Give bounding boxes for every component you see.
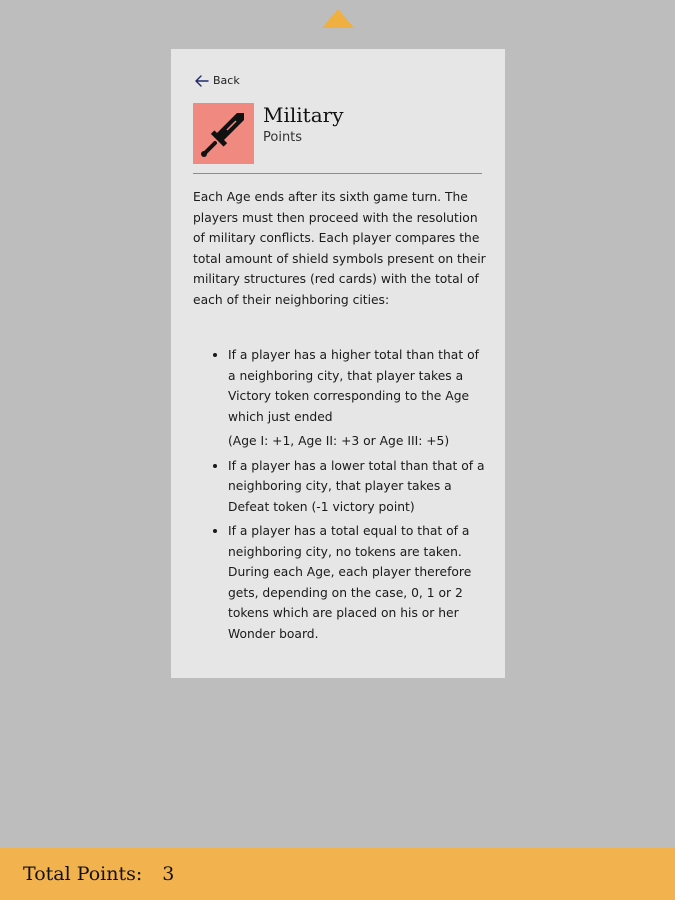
rules-list	[209, 345, 489, 644]
total-points-label: Total Points:	[23, 863, 143, 885]
list-item	[209, 456, 489, 518]
total-points-value: 3	[162, 863, 175, 885]
list-item	[209, 521, 489, 644]
rule-note: (Age I: +1, Age II: +3 or Age III: +5)	[228, 434, 450, 448]
category-icon-tile	[193, 103, 254, 164]
bullet	[213, 464, 217, 468]
bullet	[213, 529, 217, 533]
caret-up-icon[interactable]	[322, 9, 354, 28]
back-label: Back	[213, 74, 240, 87]
divider	[193, 173, 482, 174]
bullet	[213, 353, 217, 357]
rule-text: If a player has a lower total than that of a neighboring city, that player takes a Defeat token (-1 victory point)	[228, 458, 485, 514]
page-title: Military	[263, 103, 344, 127]
info-card	[171, 49, 505, 678]
rule-text: If a player has a higher total than that of a neighboring city, that player takes a Victory token corresponding to the Age which just ended	[228, 348, 479, 424]
total-points-bar	[0, 848, 675, 900]
sword-icon	[193, 103, 254, 164]
back-button[interactable]	[195, 74, 240, 87]
page-subtitle: Points	[263, 130, 303, 145]
intro-paragraph: Each Age ends after its sixth game turn. The players must then proceed with the resolution of military conflicts. Each player compares the total amount of shield symbols present on their military structures (red cards) with the total of each of their neighboring cities:	[193, 190, 486, 307]
list-item	[209, 345, 489, 452]
arrow-left-icon	[195, 75, 209, 87]
rule-text: If a player has a total equal to that of a neighboring city, no tokens are taken. During each Age, each player therefore gets, depending on the case, 0, 1 or 2 tokens which are placed on his or her Wonder board.	[228, 524, 472, 641]
